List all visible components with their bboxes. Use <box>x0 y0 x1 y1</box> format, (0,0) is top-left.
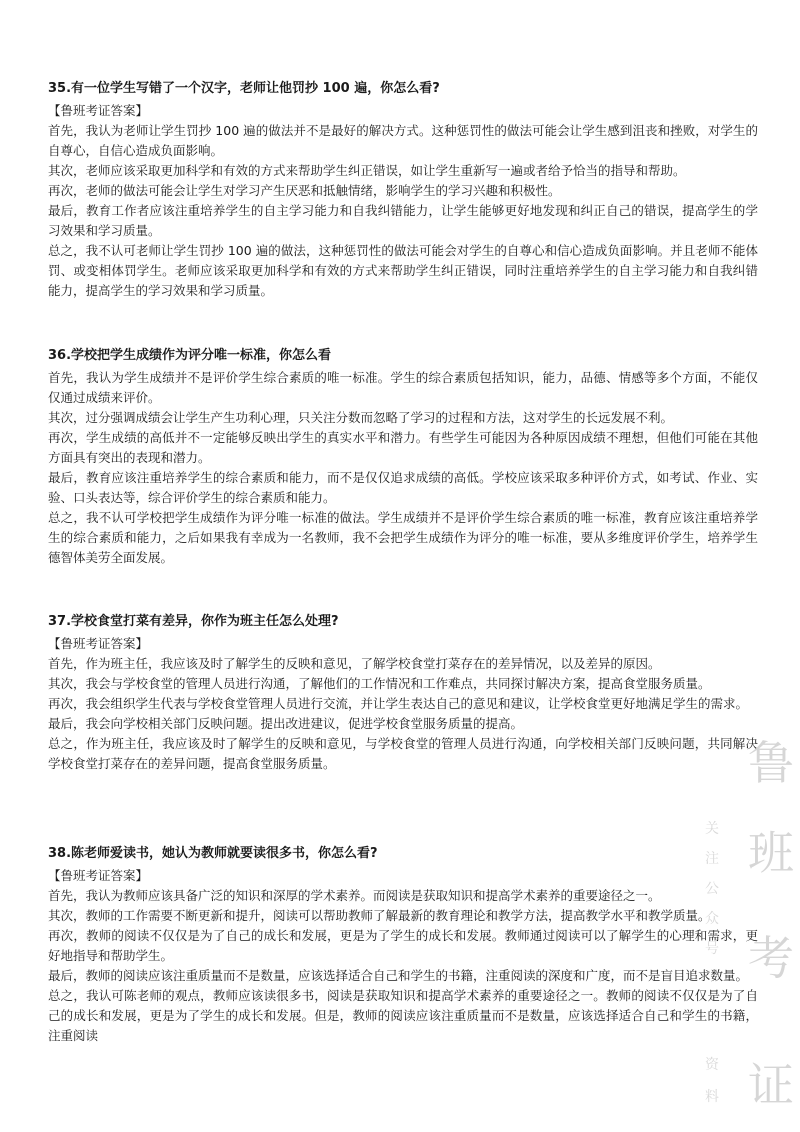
question-title: 35.有一位学生写错了一个汉字，老师让他罚抄 100 遍，你怎么看? <box>48 81 440 96</box>
question-38 <box>48 844 758 1046</box>
watermark-char: 鲁 <box>748 736 794 790</box>
answer-paragraph: 其次，过分强调成绩会让学生产生功利心理，只关注分数而忽略了学习的过程和方法，这对学生的长远发展不利。 <box>48 410 674 425</box>
answer-paragraph: 最后，我会向学校相关部门反映问题。提出改进建议，促进学校食堂服务质量的提高。 <box>48 716 524 731</box>
watermark-small-char: 资 <box>705 1057 719 1073</box>
question-title: 36.学校把学生成绩作为评分唯一标准，你怎么看 <box>48 348 332 363</box>
watermark-small-char: 众 <box>705 911 719 927</box>
answer-paragraph: 其次，老师应该采取更加科学和有效的方式来帮助学生纠正错误，如让学生重新写一遍或者给予恰当的指导和帮助。 <box>48 163 686 178</box>
answer-tag: 【鲁班考证答案】 <box>48 636 149 651</box>
answer-paragraph: 最后，教育工作者应该注重培养学生的自主学习能力和自我纠错能力，让学生能够更好地发现和纠正自己的错误，提高学生的学习效果和学习质量。 <box>48 203 758 238</box>
answer-paragraph: 首先，我认为学生成绩并不是评价学生综合素质的唯一标准。学生的综合素质包括知识，能力，品德、情感等多个方面，不能仅仅通过成绩来评价。 <box>48 370 758 405</box>
answer-paragraph: 总之，我认可陈老师的观点，教师应该读很多书，阅读是获取知识和提高学术素养的重要途径之一。教师的阅读不仅仅是为了自己的成长和发展，更是为了学生的成长和发展。但是，教师的阅读应该注重质量而不是数量，应该选择适合自己和学生的书籍，注重阅读 <box>48 988 758 1043</box>
answer-paragraph: 再次，我会组织学生代表与学校食堂管理人员进行交流，并让学生表达自己的意见和建议，让学校食堂更好地满足学生的需求。 <box>48 696 749 711</box>
watermark-small-char: 料 <box>705 1089 719 1105</box>
answer-paragraph: 其次，我会与学校食堂的管理人员进行沟通，了解他们的工作情况和工作难点，共同探讨解决方案，提高食堂服务质量。 <box>48 676 711 691</box>
answer-paragraph: 首先，作为班主任，我应该及时了解学生的反映和意见，了解学校食堂打菜存在的差异情况，以及差异的原因。 <box>48 656 661 671</box>
answer-paragraph: 其次，教师的工作需要不断更新和提升，阅读可以帮助教师了解最新的教育理论和教学方法，提高教学水平和教学质量。 <box>48 908 711 923</box>
answer-tag: 【鲁班考证答案】 <box>48 103 149 118</box>
document-page <box>48 79 758 1091</box>
question-37 <box>48 612 758 774</box>
answer-paragraph: 最后，教师的阅读应该注重质量而不是数量，应该选择适合自己和学生的书籍，注重阅读的深度和广度，而不是盲目追求数量。 <box>48 968 749 983</box>
watermark-char: 班 <box>748 826 794 880</box>
answer-paragraph: 首先，我认为教师应该具备广泛的知识和深厚的学术素养。而阅读是获取知识和提高学术素养的重要途径之一。 <box>48 888 661 903</box>
answer-paragraph: 首先，我认为老师让学生罚抄 100 遍的做法并不是最好的解决方式。这种惩罚性的做法可能会让学生感到沮丧和挫败，对学生的自尊心，自信心造成负面影响。 <box>48 123 758 158</box>
watermark-small-char: 公 <box>705 881 719 897</box>
question-36 <box>48 346 758 568</box>
answer-paragraph: 最后，教育应该注重培养学生的综合素质和能力，而不是仅仅追求成绩的高低。学校应该采取多种评价方式，如考试、作业、实验、口头表达等，综合评价学生的综合素质和能力。 <box>48 470 758 505</box>
answer-tag: 【鲁班考证答案】 <box>48 868 149 883</box>
question-title: 38.陈老师爱读书，她认为教师就要读很多书，你怎么看? <box>48 846 378 861</box>
answer-paragraph: 总之，我不认可学校把学生成绩作为评分唯一标准的做法。学生成绩并不是评价学生综合素质的唯一标准，教育应该注重培养学生的综合素质和能力，之后如果我有幸成为一名教师，我不会把学生成绩作为评分的唯一标准，要从多维度评价学生，培养学生德智体美劳全面发展。 <box>48 510 758 565</box>
answer-paragraph: 再次，教师的阅读不仅仅是为了自己的成长和发展，更是为了学生的成长和发展。教师通过阅读可以了解学生的心理和需求，更好地指导和帮助学生。 <box>48 928 758 963</box>
watermark-small-char: 注 <box>705 851 719 867</box>
answer-paragraph: 总之，我不认可老师让学生罚抄 100 遍的做法，这种惩罚性的做法可能会对学生的自尊心和信心造成负面影响。并且老师不能体罚、或变相体罚学生。老师应该采取更加科学和有效的方式来帮助学生纠正错误，同时注重培养学生的自主学习能力和自我纠错能力，提高学生的学习效果和学习质量。 <box>48 243 758 298</box>
answer-paragraph: 再次，学生成绩的高低并不一定能够反映出学生的真实水平和潜力。有些学生可能因为各种原因成绩不理想，但他们可能在其他方面具有突出的表现和潜力。 <box>48 430 758 465</box>
watermark-small-char: 号 <box>705 941 719 957</box>
question-35 <box>48 79 758 301</box>
answer-paragraph: 再次，老师的做法可能会让学生对学习产生厌恶和抵触情绪，影响学生的学习兴趣和积极性。 <box>48 183 561 198</box>
answer-paragraph: 总之，作为班主任，我应该及时了解学生的反映和意见，与学校食堂的管理人员进行沟通，向学校相关部门反映问题，共同解决学校食堂打菜存在的差异问题，提高食堂服务质量。 <box>48 736 758 771</box>
question-title: 37.学校食堂打菜有差异，你作为班主任怎么处理? <box>48 614 339 629</box>
watermark-small-char: 关 <box>705 821 719 837</box>
watermark-char: 证 <box>748 1058 794 1112</box>
watermark-char: 考 <box>748 931 794 985</box>
